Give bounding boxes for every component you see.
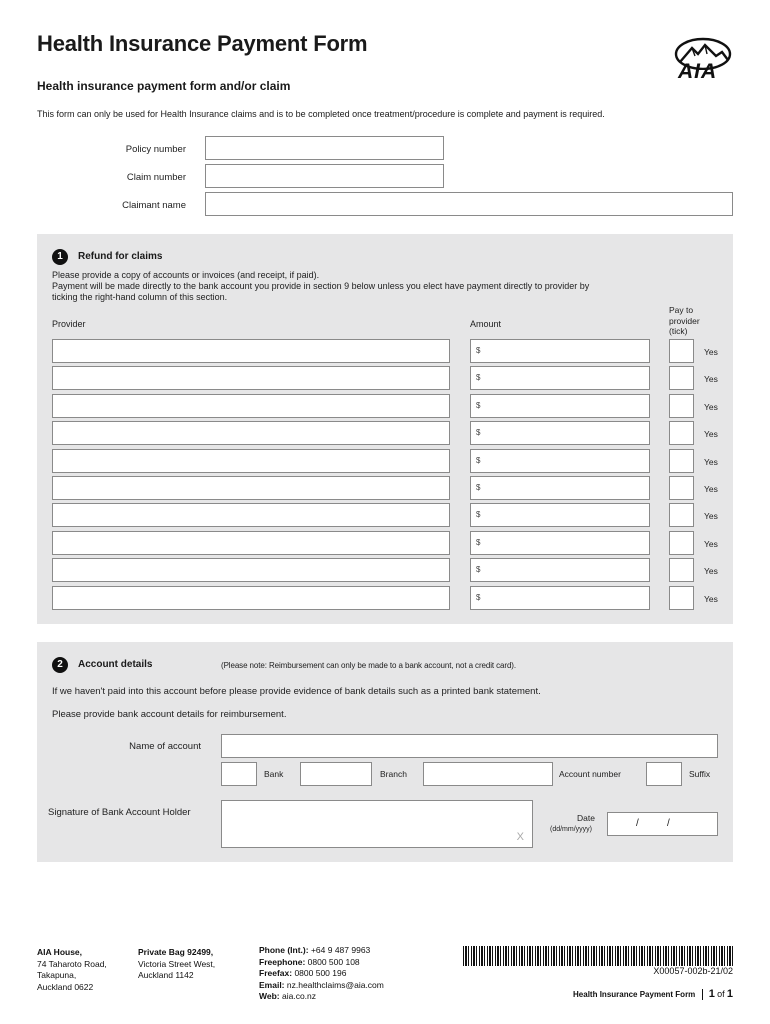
pay-to-provider-checkbox[interactable] — [669, 503, 694, 527]
section-1-number: 1 — [52, 249, 68, 265]
page-number: 1 — [708, 988, 715, 1000]
account-number-field[interactable] — [423, 762, 553, 786]
web-link[interactable]: aia.co.nz — [282, 991, 317, 1001]
amount-field[interactable] — [470, 421, 650, 445]
provider-field[interactable] — [52, 339, 450, 363]
policy-number-field[interactable] — [205, 136, 444, 160]
currency-symbol: $ — [476, 373, 481, 382]
yes-label: Yes — [704, 402, 718, 412]
account-number-label: Account number — [559, 769, 621, 779]
signature-field[interactable] — [221, 800, 533, 848]
signature-x-mark: X — [516, 831, 524, 843]
section-2-text-2: Please provide bank account details for reimbursement. — [52, 709, 287, 720]
bank-label: Bank — [264, 769, 284, 779]
currency-symbol: $ — [476, 401, 481, 410]
suffix-field[interactable] — [646, 762, 682, 786]
refund-section — [37, 234, 733, 624]
amount-column-header: Amount — [470, 319, 502, 329]
name-of-account-field[interactable] — [221, 734, 718, 758]
account-details-section — [37, 642, 733, 862]
page-footer-label: Health Insurance Payment Form 1 of 1 — [573, 988, 733, 1000]
pay-to-provider-checkbox[interactable] — [669, 366, 694, 390]
provider-field[interactable] — [52, 476, 450, 500]
yes-label: Yes — [704, 347, 718, 357]
pay-to-provider-checkbox[interactable] — [669, 421, 694, 445]
currency-symbol: $ — [476, 483, 481, 492]
section-2-title: Account details — [78, 659, 153, 670]
amount-field[interactable] — [470, 339, 650, 363]
provider-field[interactable] — [52, 394, 450, 418]
pay-to-provider-checkbox[interactable] — [669, 476, 694, 500]
amount-field[interactable] — [470, 476, 650, 500]
currency-symbol: $ — [476, 538, 481, 547]
section-1-text-3: ticking the right-hand column of this section. — [52, 292, 228, 302]
section-2-number: 2 — [52, 657, 68, 673]
provider-field[interactable] — [52, 503, 450, 527]
currency-symbol: $ — [476, 428, 481, 437]
footer-contacts: Phone (Int.): +64 9 487 9963 Freephone: 0800 500 108 Freefax: 0800 500 196 Email: nz.healthclaims@aia.com Web: aia.co.nz — [259, 945, 384, 1001]
yes-label: Yes — [704, 539, 718, 549]
pay-to-provider-checkbox[interactable] — [669, 339, 694, 363]
section-2-text-1: If we haven't paid into this account before please provide evidence of bank details such as a printed bank statement. — [52, 686, 541, 697]
currency-symbol: $ — [476, 510, 481, 519]
pay-to-provider-header: Pay to provider (tick) — [669, 305, 700, 336]
provider-field[interactable] — [52, 558, 450, 582]
page-title: Health Insurance Payment Form — [37, 31, 368, 56]
suffix-label: Suffix — [689, 769, 711, 779]
date-separator-1: / — [636, 818, 639, 829]
logo-text: AIA — [678, 60, 718, 83]
branch-field[interactable] — [300, 762, 372, 786]
pay-to-provider-checkbox[interactable] — [669, 558, 694, 582]
date-label: Date — [577, 813, 595, 823]
currency-symbol: $ — [476, 346, 481, 355]
provider-field[interactable] — [52, 586, 450, 610]
yes-label: Yes — [704, 566, 718, 576]
policy-number-label: Policy number — [125, 144, 186, 155]
pay-to-provider-checkbox[interactable] — [669, 394, 694, 418]
section-1-text-1: Please provide a copy of accounts or invoices (and receipt, if paid). — [52, 270, 320, 280]
claim-number-field[interactable] — [205, 164, 444, 188]
yes-label: Yes — [704, 374, 718, 384]
form-intro: This form can only be used for Health Insurance claims and is to be completed once treatment/procedure is complete and payment is required. — [37, 109, 605, 119]
branch-label: Branch — [380, 769, 407, 779]
form-subtitle: Health insurance payment form and/or claim — [37, 79, 291, 93]
footer-address: AIA House, 74 Taharoto Road, Takapuna, Auckland 0622 — [37, 947, 107, 992]
currency-symbol: $ — [476, 456, 481, 465]
amount-field[interactable] — [470, 586, 650, 610]
section-1-title: Refund for claims — [78, 251, 163, 262]
claimant-name-field[interactable] — [205, 192, 733, 216]
provider-field[interactable] — [52, 531, 450, 555]
name-of-account-label: Name of account — [129, 741, 201, 752]
barcode-image — [463, 946, 733, 966]
email-link[interactable]: nz.healthclaims@aia.com — [286, 979, 384, 990]
yes-label: Yes — [704, 484, 718, 494]
yes-label: Yes — [704, 429, 718, 439]
provider-column-header: Provider — [52, 319, 86, 329]
yes-label: Yes — [704, 511, 718, 521]
pay-to-provider-checkbox[interactable] — [669, 449, 694, 473]
aia-logo — [672, 36, 734, 86]
pay-to-provider-checkbox[interactable] — [669, 586, 694, 610]
yes-label: Yes — [704, 457, 718, 467]
claimant-name-label: Claimant name — [122, 200, 186, 211]
date-field[interactable] — [607, 812, 718, 836]
amount-field[interactable] — [470, 531, 650, 555]
date-separator-2: / — [667, 818, 670, 829]
amount-field[interactable] — [470, 558, 650, 582]
claim-number-label: Claim number — [126, 172, 186, 183]
amount-field[interactable] — [470, 366, 650, 390]
amount-field[interactable] — [470, 394, 650, 418]
pay-to-provider-checkbox[interactable] — [669, 531, 694, 555]
currency-symbol: $ — [476, 565, 481, 574]
section-1-text-2: Payment will be made directly to the bank account you provide in section 9 below unless you elect have payment directly to provider by — [52, 281, 590, 291]
yes-label: Yes — [704, 594, 718, 604]
provider-field[interactable] — [52, 366, 450, 390]
footer-private-bag: Private Bag 92499, Victoria Street West, Auckland 1142 — [138, 947, 216, 980]
signature-label: Signature of Bank Account Holder — [48, 807, 191, 818]
form-code: X00057-002b-21/02 — [653, 966, 733, 976]
bank-field[interactable] — [221, 762, 257, 786]
amount-field[interactable] — [470, 449, 650, 473]
amount-field[interactable] — [470, 503, 650, 527]
reimbursement-note: (Please note: Reimbursement can only be made to a bank account, not a credit card). — [221, 661, 516, 670]
provider-field[interactable] — [52, 421, 450, 445]
provider-field[interactable] — [52, 449, 450, 473]
currency-symbol: $ — [476, 593, 481, 602]
date-format-hint: (dd/mm/yyyy) — [550, 826, 592, 833]
